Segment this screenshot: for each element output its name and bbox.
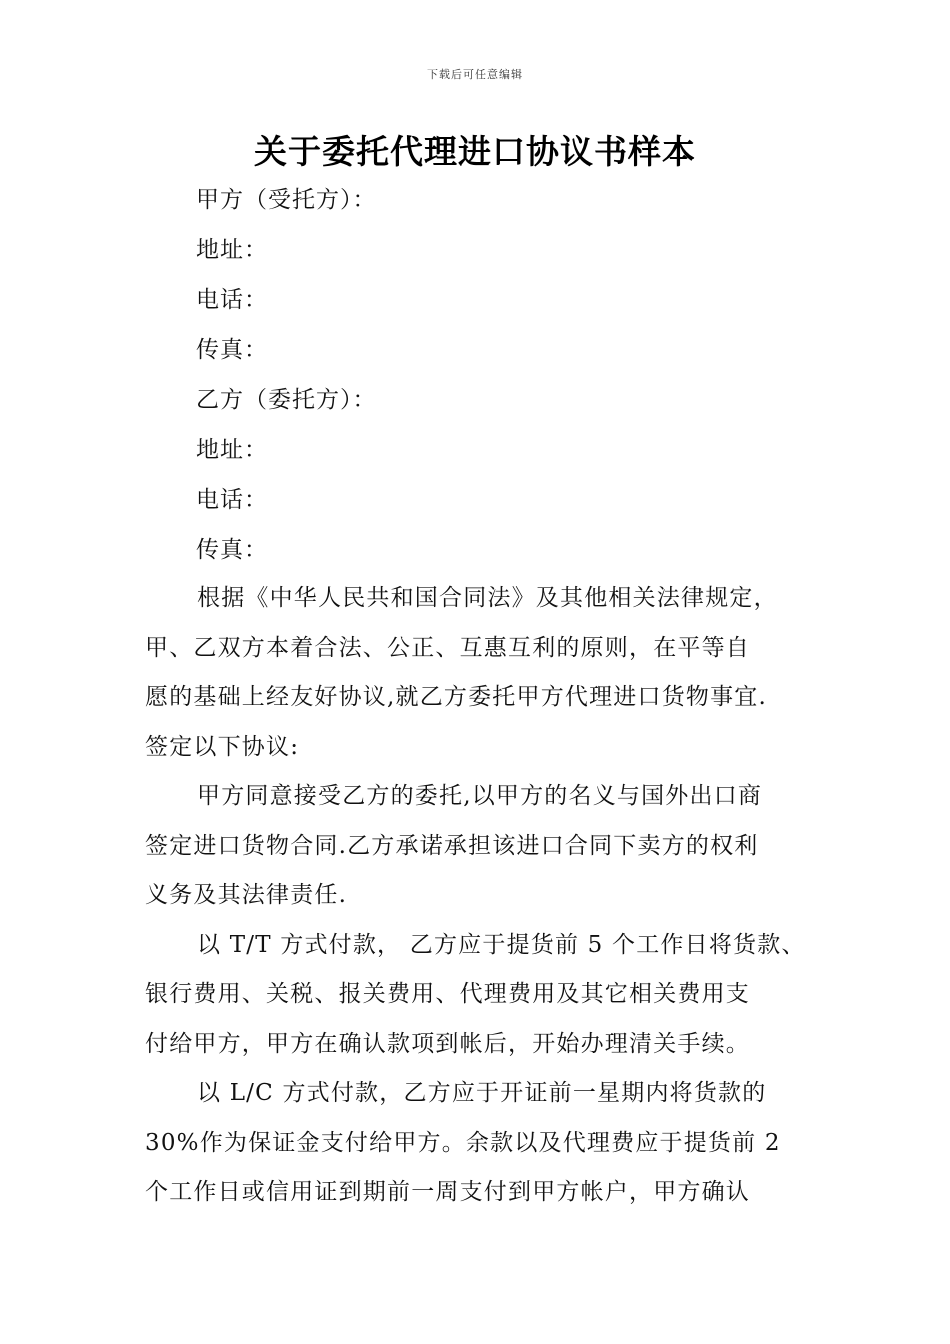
paragraph-lc-payment — [145, 1069, 810, 1218]
document-title: 关于委托代理进口协议书样本 — [254, 132, 696, 171]
paragraph-line: 甲方同意接受乙方的委托,以甲方的名义与国外出口商 — [197, 783, 763, 809]
party-a-fax: 传真： — [196, 337, 268, 363]
paragraph-line: 30%作为保证金支付给甲方。余款以及代理费应于提货前 2 — [145, 1129, 781, 1156]
party-b-fax: 传真： — [196, 537, 268, 563]
paragraph-line: 以 T/T 方式付款， 乙方应于提货前 5 个工作日将货款、 — [197, 931, 806, 958]
paragraph-tt-payment — [145, 921, 810, 1070]
paragraph-line: 根据《中华人民共和国合同法》及其他相关法律规定， — [197, 585, 778, 611]
party-a-phone: 电话： — [196, 287, 268, 313]
paragraph-line: 愿的基础上经友好协议,就乙方委托甲方代理进口货物事宜. — [145, 684, 768, 710]
paragraph-agency-consent — [145, 772, 810, 921]
paragraph-line: 银行费用、关税、报关费用、代理费用及其它相关费用支 — [145, 981, 750, 1007]
paragraph-line: 签定以下协议: — [145, 733, 300, 760]
paragraph-preamble — [145, 574, 810, 772]
paragraph-line: 签定进口货物合同.乙方承诺承担该进口合同下卖方的权利 — [145, 832, 759, 859]
party-a-heading: 甲方（受托方）： — [196, 187, 377, 213]
party-b-heading: 乙方（委托方）： — [196, 387, 377, 413]
party-b-address: 地址： — [196, 437, 268, 463]
party-info-list — [196, 180, 796, 580]
paragraph-line: 付给甲方，甲方在确认款项到帐后，开始办理清关手续。 — [145, 1030, 750, 1057]
agreement-body — [145, 574, 810, 1218]
paragraph-line: 个工作日或信用证到期前一周支付到甲方帐户，甲方确认 — [145, 1179, 750, 1205]
party-a-address: 地址： — [196, 237, 268, 263]
header-note: 下载后可任意编辑 — [427, 68, 523, 81]
paragraph-line: 甲、乙双方本着合法、公正、互惠互利的原则，在平等自 — [145, 634, 750, 661]
paragraph-line: 以 L/C 方式付款，乙方应于开证前一星期内将货款的 — [197, 1080, 767, 1106]
paragraph-line: 义务及其法律责任. — [145, 882, 348, 908]
party-b-phone: 电话： — [196, 487, 268, 513]
